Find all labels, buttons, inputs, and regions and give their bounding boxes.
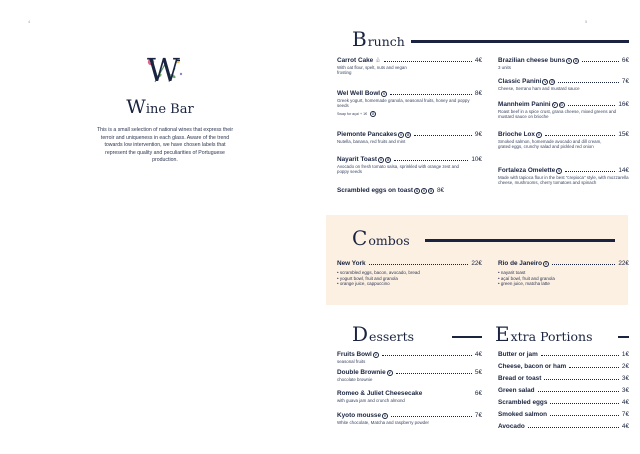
left-page-number: 4 xyxy=(28,19,31,24)
extras-title-bar xyxy=(618,336,629,338)
combos-title: C ombos xyxy=(352,226,410,250)
extra-item: Bread or toast 3€ xyxy=(498,375,629,382)
desserts-title-bar xyxy=(452,336,482,338)
spicy-badge-icon: S xyxy=(415,188,419,193)
gluten-free-badge-icon: G xyxy=(551,79,554,84)
right-page-number: 5 xyxy=(585,19,588,24)
vegetarian-badge-icon: V xyxy=(374,352,377,357)
extra-item: Scrambled eggs 4€ xyxy=(498,399,629,406)
vegetarian-badge-icon: V xyxy=(388,370,391,375)
gluten-free-badge-icon: G xyxy=(406,132,410,137)
combo-item: New York 22€ • scrambled eggs, bacon, avocado, bread • yogurt bowl, fruit and granola • orange juice, cappuccino xyxy=(337,260,482,287)
extra-item: Smoked salmon 7€ xyxy=(498,411,629,418)
menu-item: Fruits Bowl V 4€ seasonal fruits xyxy=(337,351,482,364)
menu-item: Brazilian cheese buns V G 6€ 3 units xyxy=(498,57,629,70)
desserts-title: D esserts xyxy=(352,322,415,346)
extra-item: Butter or jam 1€ xyxy=(498,351,629,358)
combo-item: Rio de Janeiro V 22€ • nayarit toast • açaí bowl, fruit and granola • green juice, matcha latte xyxy=(498,260,629,287)
vegetarian-badge-icon: V xyxy=(382,91,386,96)
menu-item: Brioche Lox V 15€ Smoked salmon, homemade avocado and dill cream, grated eggs, crunchy salad and pickled red onion xyxy=(498,131,629,150)
menu-item: Carrot Cake ♧ 4€ With oat flour, spelt, nuts and vegan frosting xyxy=(337,57,482,76)
wine-bar-description: This is a small selection of national wines that express their terroir and uniqueness in each glass. Aware of the trend towards low intervention, we have chosen labels that represent the quality and peculiarities of Portuguese production. xyxy=(96,127,234,164)
vegetarian-badge-icon: V xyxy=(422,188,426,193)
brunch-title: B runch xyxy=(352,27,405,51)
vegetarian-badge-icon: V xyxy=(568,58,571,63)
vegan-leaf-icon: ♧ xyxy=(375,58,381,64)
gluten-free-badge-icon: G xyxy=(386,157,390,162)
gluten-free-badge-icon: G xyxy=(574,58,578,63)
vegetarian-badge-icon: V xyxy=(553,102,556,107)
vegetarian-badge-icon: V xyxy=(399,132,403,137)
menu-item: Kyoto mousse V 7€ White chocolate, Matcha and raspberry powder xyxy=(337,412,482,425)
vegetarian-badge-icon: V xyxy=(544,261,548,266)
wine-bar-monogram xyxy=(143,51,187,89)
menu-item: Mannheim Panini V G 16€ Roast beef in a spice crust, grana cheese, mixed greens and mustard sauce on brioche xyxy=(498,101,629,120)
menu-item: Nayarit Toast V G 10€ Avocado on fresh tomato salsa, sprinkled with orange zest and poppy seeds xyxy=(337,156,482,175)
extras-title: E xtra Portions xyxy=(495,322,593,346)
extra-item: Green salad 3€ xyxy=(498,387,629,394)
gluten-free-badge-icon: G xyxy=(371,111,375,116)
extra-item: Avocado 4€ xyxy=(498,423,629,430)
vegetarian-badge-icon: V xyxy=(537,132,541,137)
menu-item: Scrambled eggs on toast S V G 8€ xyxy=(337,187,445,194)
menu-item: Piemonte Pancakes V G 9€ Nutella, banana, red fruits and mint xyxy=(337,131,482,144)
menu-item: Double Brownie V 5€ chocolate brownie xyxy=(337,369,482,382)
vegetarian-badge-icon: V xyxy=(544,79,547,84)
vegetarian-badge-icon: V xyxy=(383,413,387,418)
gluten-free-badge-icon: G xyxy=(560,102,563,107)
vegetarian-badge-icon: V xyxy=(379,157,383,162)
gluten-free-badge-icon: G xyxy=(429,188,433,193)
brunch-title-bar xyxy=(411,40,629,43)
menu-item: Classic Panini V G 7€ Cheese, Serrano ham and mustard sauce xyxy=(498,78,629,91)
menu-item: Wel Well Bowl V 8€ Greek yogurt, homemade granola, seasonal fruits, honey and poppy seeds Swap for açaí + 1€ G xyxy=(337,90,482,116)
menu-item: Fortaleza Omelette V 14€ Made with tapioca flour in the best "crepioca" style, with mozzarella cheese, mushrooms, cherry tomatoes and spinach xyxy=(498,167,629,186)
extra-item: Cheese, bacon or ham 2€ xyxy=(498,363,629,370)
combos-title-bar xyxy=(425,239,615,242)
monogram-letter: W xyxy=(147,51,180,89)
wine-bar-title: Wine Bar xyxy=(126,96,194,118)
menu-item: Romeo & Juliet Cheesecake 6€ with guava jam and crunch almond xyxy=(337,390,482,403)
vegetarian-badge-icon: V xyxy=(558,168,561,173)
